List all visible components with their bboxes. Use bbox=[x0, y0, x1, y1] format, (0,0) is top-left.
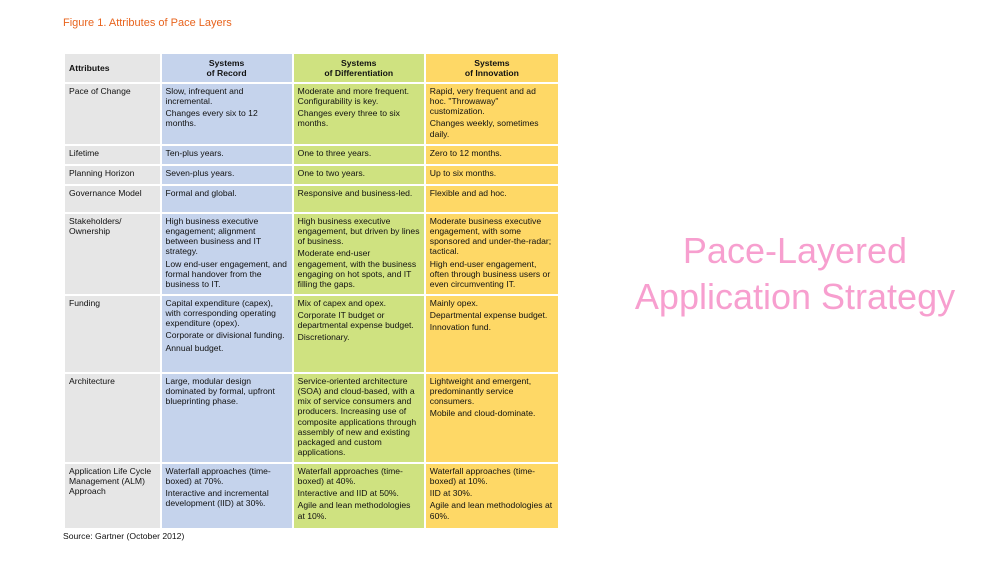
innovation-cell bbox=[426, 374, 558, 462]
cell-paragraph: One to two years. bbox=[297, 168, 366, 178]
slide-title bbox=[600, 228, 990, 320]
cell-paragraph: Interactive and incremental development (IID) at 30%. bbox=[165, 488, 269, 509]
cell-paragraph: Mobile and cloud-dominate. bbox=[429, 408, 536, 419]
slide-title-line2: Application Strategy bbox=[634, 276, 956, 317]
table-row bbox=[65, 374, 558, 462]
innovation-cell bbox=[426, 214, 558, 294]
innovation-cell bbox=[426, 296, 558, 372]
cell-paragraph: Slow, infrequent and incremental. bbox=[165, 86, 244, 107]
cell-paragraph: Corporate IT budget or departmental expense budget. bbox=[297, 310, 414, 331]
table-header-row bbox=[65, 54, 558, 82]
innovation-cell bbox=[426, 186, 558, 212]
cell-paragraph: Service-oriented architecture (SOA) and cloud-based, with a mix of service consumers and producers. Increasing use of composite applications through assembly of new and existing packaged and custom applications. bbox=[297, 376, 417, 457]
table-row bbox=[65, 146, 558, 164]
cell-paragraph: Waterfall approaches (time-boxed) at 40%. bbox=[297, 466, 403, 487]
cell-paragraph: Innovation fund. bbox=[429, 322, 491, 333]
cell-paragraph: High end-user engagement, often through business users or even circumventing IT. bbox=[429, 258, 551, 289]
cell-paragraph: High business executive engagement; alignment between business and IT strategy. bbox=[165, 216, 261, 257]
record-cell bbox=[162, 186, 292, 212]
cell-paragraph: Waterfall approaches (time-boxed) at 10%. bbox=[429, 466, 536, 487]
differentiation-cell bbox=[294, 464, 424, 528]
table-row bbox=[65, 186, 558, 212]
cell-paragraph: Mix of capex and opex. bbox=[297, 298, 387, 308]
cell-paragraph: Departmental expense budget. bbox=[429, 310, 548, 321]
cell-paragraph: Annual budget. bbox=[165, 342, 224, 353]
cell-paragraph: Changes weekly, sometimes daily. bbox=[429, 118, 539, 139]
cell-paragraph: Rapid, very frequent and ad hoc. "Throwaway" customization. bbox=[429, 86, 536, 117]
header-systems-of-innovation bbox=[426, 54, 558, 82]
cell-paragraph: One to three years. bbox=[297, 148, 372, 158]
attribute-cell: Application Life Cycle Management (ALM) Approach bbox=[65, 464, 160, 528]
cell-paragraph: Interactive and IID at 50%. bbox=[297, 488, 399, 499]
table-row bbox=[65, 464, 558, 528]
table-row bbox=[65, 166, 558, 184]
differentiation-cell bbox=[294, 186, 424, 212]
slide-title-line1: Pace-Layered bbox=[682, 230, 908, 271]
table-row bbox=[65, 214, 558, 294]
cell-paragraph: Discretionary. bbox=[297, 332, 350, 343]
attribute-cell: Funding bbox=[65, 296, 160, 372]
attribute-cell: Planning Horizon bbox=[65, 166, 160, 184]
innovation-cell bbox=[426, 166, 558, 184]
cell-paragraph: Mainly opex. bbox=[429, 298, 479, 308]
cell-paragraph: Moderate business executive engagement, with some sponsored and under-the-radar; tactical. bbox=[429, 216, 552, 257]
cell-paragraph: Low end-user engagement, and formal handover from the business to IT. bbox=[165, 258, 287, 289]
differentiation-cell bbox=[294, 84, 424, 144]
header-record-line1: Systems bbox=[208, 57, 245, 68]
header-systems-of-record bbox=[162, 54, 292, 82]
record-cell bbox=[162, 84, 292, 144]
innovation-cell bbox=[426, 464, 558, 528]
figure-title: Figure 1. Attributes of Pace Layers bbox=[63, 17, 232, 29]
cell-paragraph: Lightweight and emergent, predominantly service consumers. bbox=[429, 376, 532, 407]
cell-paragraph: Agile and lean methodologies at 60%. bbox=[429, 500, 553, 521]
cell-paragraph: Corporate or divisional funding. bbox=[165, 330, 285, 341]
cell-paragraph: Flexible and ad hoc. bbox=[429, 188, 507, 198]
differentiation-cell bbox=[294, 146, 424, 164]
cell-paragraph: Ten-plus years. bbox=[165, 148, 224, 158]
attribute-cell: Architecture bbox=[65, 374, 160, 462]
header-record-line2: of Record bbox=[206, 68, 247, 78]
pace-layers-table bbox=[63, 52, 560, 530]
header-innovation-line1: Systems bbox=[474, 57, 510, 68]
attribute-cell: Pace of Change bbox=[65, 84, 160, 144]
table-row bbox=[65, 296, 558, 372]
header-attributes: Attributes bbox=[65, 54, 160, 82]
differentiation-cell bbox=[294, 214, 424, 294]
attribute-cell: Governance Model bbox=[65, 186, 160, 212]
cell-paragraph: Zero to 12 months. bbox=[429, 148, 502, 158]
header-innovation-line2: of Innovation bbox=[464, 68, 519, 78]
attribute-cell: Stakeholders/ Ownership bbox=[65, 214, 160, 294]
innovation-cell bbox=[426, 84, 558, 144]
cell-paragraph: Changes every three to six months. bbox=[297, 108, 400, 129]
cell-paragraph: Large, modular design dominated by formal, upfront blueprinting phase. bbox=[165, 376, 275, 407]
header-systems-of-differentiation bbox=[294, 54, 424, 82]
cell-paragraph: Agile and lean methodologies at 10%. bbox=[297, 500, 411, 521]
cell-paragraph: Moderate end-user engagement, with the business engaging on hot spots, and IT filling the gaps. bbox=[297, 248, 417, 289]
record-cell bbox=[162, 464, 292, 528]
cell-paragraph: Up to six months. bbox=[429, 168, 497, 178]
attribute-cell: Lifetime bbox=[65, 146, 160, 164]
cell-paragraph: Waterfall approaches (time-boxed) at 70%. bbox=[165, 466, 271, 487]
cell-paragraph: High business executive engagement, but driven by lines of business. bbox=[297, 216, 420, 247]
differentiation-cell bbox=[294, 296, 424, 372]
source-note: Source: Gartner (October 2012) bbox=[63, 531, 185, 541]
cell-paragraph: Changes every six to 12 months. bbox=[165, 108, 258, 129]
cell-paragraph: Responsive and business-led. bbox=[297, 188, 413, 198]
table-row bbox=[65, 84, 558, 144]
record-cell bbox=[162, 146, 292, 164]
header-differentiation-line1: Systems bbox=[341, 57, 377, 68]
record-cell bbox=[162, 374, 292, 462]
header-differentiation-line2: of Differentiation bbox=[324, 68, 394, 78]
cell-paragraph: Capital expenditure (capex), with corresponding operating expenditure (opex). bbox=[165, 298, 276, 329]
differentiation-cell bbox=[294, 374, 424, 462]
differentiation-cell bbox=[294, 166, 424, 184]
cell-paragraph: Formal and global. bbox=[165, 188, 237, 198]
cell-paragraph: IID at 30%. bbox=[429, 488, 473, 499]
innovation-cell bbox=[426, 146, 558, 164]
record-cell bbox=[162, 166, 292, 184]
record-cell bbox=[162, 214, 292, 294]
record-cell bbox=[162, 296, 292, 372]
cell-paragraph: Seven-plus years. bbox=[165, 168, 235, 178]
cell-paragraph: Moderate and more frequent. Configurability is key. bbox=[297, 86, 409, 107]
